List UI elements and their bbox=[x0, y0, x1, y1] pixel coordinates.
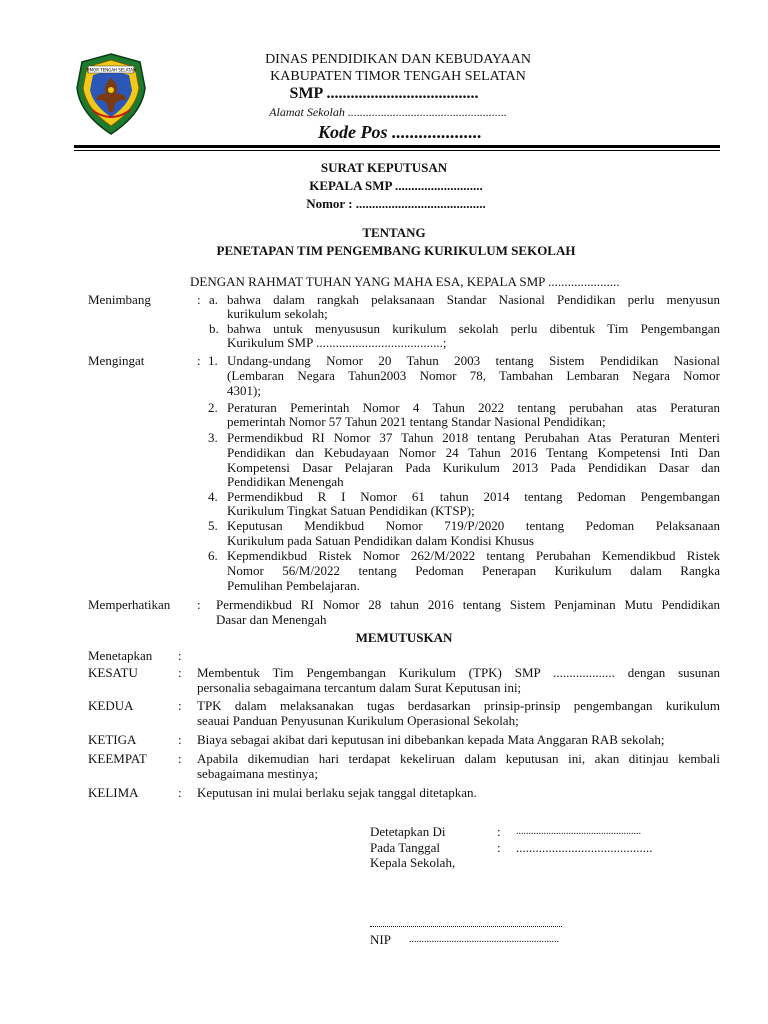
list-item-line: Kepmendikbud Ristek Nomor 262/M/2022 tentang Perubahan Kemendikbud Ristek bbox=[227, 548, 720, 563]
signing-date-label: Pada Tanggal bbox=[370, 840, 440, 855]
section-colon: : bbox=[197, 597, 201, 612]
list-marker: 4. bbox=[208, 489, 218, 504]
signature-name-line bbox=[370, 926, 562, 927]
list-marker: 2. bbox=[208, 400, 218, 415]
section-label-mengingat: Mengingat bbox=[88, 353, 145, 368]
decree-number: Nomor : ........................................ bbox=[306, 196, 486, 211]
article-line: Apabila dikemudian hari terdapat kekeliruan dalam keputusan ini, akan ditinjau kembali bbox=[197, 751, 720, 766]
article-label: KETIGA bbox=[88, 732, 137, 747]
list-item-line: Kompetensi Dasar Pelajaran Pada Kurikulum 2013 Pada Pendidikan Dasar dan bbox=[227, 460, 720, 475]
consideration-line: Dasar dan Menengah bbox=[216, 612, 327, 627]
list-item-line: (Lembaran Negara Tahun2003 Nomor 78, Tambahan Lembaran Negara Nomor bbox=[227, 368, 720, 383]
list-item-line: Peraturan Pemerintah Nomor 4 Tahun 2022 tentang perubahan atas Peraturan bbox=[227, 400, 720, 415]
section-colon: : bbox=[178, 648, 182, 663]
article-line: sebagaimana mestinya; bbox=[197, 766, 318, 781]
decision-heading: MEMUTUSKAN bbox=[355, 630, 453, 645]
about-heading: TENTANG bbox=[362, 225, 426, 240]
signing-place-label: Detetapkan Di bbox=[370, 824, 446, 839]
article-label: KESATU bbox=[88, 665, 138, 680]
decree-subject: PENETAPAN TIM PENGEMBANG KURIKULUM SEKOLAH bbox=[216, 243, 576, 258]
nip-value: ............................................................ bbox=[409, 934, 559, 945]
article-label: KELIMA bbox=[88, 785, 139, 800]
section-colon: : bbox=[178, 751, 182, 766]
decree-issuer: KEPALA SMP ........................... bbox=[309, 178, 483, 193]
section-colon: : bbox=[197, 353, 201, 368]
article-label: KEDUA bbox=[88, 698, 134, 713]
signing-place-value: .................................................. bbox=[516, 826, 641, 837]
list-item-line: Kurikulum SMP .......................................; bbox=[227, 335, 447, 350]
list-item-line: Pendidikan dan Kebudayaan Nomor 24 Tahun 2016 Tentang Kompetensi Inti Dan bbox=[227, 445, 720, 460]
article-line: Biaya sebagai akibat dari keputusan ini dibebankan kepada Mata Anggaran RAB sekolah; bbox=[197, 732, 665, 747]
list-item-line: bahwa untuk menyususun kurikulum sekolah perlu dibentuk Tim Pengembangan bbox=[227, 321, 720, 336]
section-colon: : bbox=[197, 292, 201, 307]
agency-name: DINAS PENDIDIKAN DAN KEBUDAYAAN bbox=[265, 52, 531, 67]
article-label: KEEMPAT bbox=[88, 751, 147, 766]
section-label-memperhatikan: Memperhatikan bbox=[88, 597, 171, 612]
list-item-line: Keputusan Mendikbud Nomor 719/P/2020 tentang Pedoman Pelaksanaan bbox=[227, 518, 720, 533]
section-colon: : bbox=[178, 732, 182, 747]
section-colon: : bbox=[178, 698, 182, 713]
list-item-line: pemerintah Nomor 57 Tahun 2021 tentang Standar Nasional Pendidikan; bbox=[227, 414, 606, 429]
section-label-menetapkan: Menetapkan bbox=[88, 648, 153, 663]
list-item-line: bahwa dalam rangkah pelaksanaan Standar Nasional Pendidikan perlu menyusun bbox=[227, 292, 720, 307]
signatory-position: Kepala Sekolah, bbox=[370, 855, 456, 870]
article-line: TPK dalam melaksanakan tugas berdasarkan prinsip-prinsip pengembangan kurikulum bbox=[197, 698, 720, 713]
article-line: Keputusan ini mulai berlaku sejak tanggal ditetapkan. bbox=[197, 785, 477, 800]
list-item-line: Pemulihan Pembelajaran. bbox=[227, 578, 360, 593]
signing-colon: : bbox=[497, 840, 501, 855]
preamble: DENGAN RAHMAT TUHAN YANG MAHA ESA, KEPALA SMP ...................... bbox=[190, 274, 620, 289]
list-marker: 5. bbox=[208, 518, 218, 533]
postal-code: Kode Pos .................... bbox=[318, 122, 482, 142]
list-item-line: Permendikbud RI Nomor 37 Tahun 2018 tentang Perubahan Atas Peraturan Menteri bbox=[227, 430, 720, 445]
nip-label: NIP bbox=[370, 932, 391, 947]
list-item-line: 4301); bbox=[227, 383, 261, 398]
list-item-line: Permendikbud R I Nomor 61 tahun 2014 tentang Pedoman Pengembangan bbox=[227, 489, 720, 504]
list-item-line: Undang-undang Nomor 20 Tahun 2003 tentang Sistem Pendidikan Nasional bbox=[227, 353, 720, 368]
section-colon: : bbox=[178, 665, 182, 680]
list-marker: 1. bbox=[208, 353, 218, 368]
regency-name: KABUPATEN TIMOR TENGAH SELATAN bbox=[270, 69, 526, 84]
list-item-line: Nomor 56/M/2022 tentang Pedoman Penerapan Kurikulum dalam Rangka bbox=[227, 563, 720, 578]
list-marker: 6. bbox=[208, 548, 218, 563]
consideration-line: Permendikbud RI Nomor 28 tahun 2016 tentang Sistem Penjaminan Mutu Pendidikan bbox=[216, 597, 720, 612]
letterhead-divider-thin bbox=[74, 150, 720, 151]
list-marker: b. bbox=[209, 321, 219, 336]
section-colon: : bbox=[178, 785, 182, 800]
signing-colon: : bbox=[497, 824, 501, 839]
list-marker: a. bbox=[209, 292, 219, 307]
list-item-line: Kurikulum Tingkat Satuan Pendidikan (KTSP); bbox=[227, 503, 475, 518]
list-item-line: Pendidikan Menengah bbox=[227, 474, 344, 489]
school-address: Alamat Sekolah ..................................................... bbox=[269, 105, 507, 119]
signing-date-value: .......................................... bbox=[516, 840, 653, 855]
school-name: SMP ...................................... bbox=[289, 85, 479, 102]
article-line: personalia sebagaimana tercantum dalam Surat Keputusan ini; bbox=[197, 680, 522, 695]
decree-title: SURAT KEPUTUSAN bbox=[320, 160, 448, 175]
list-marker: 3. bbox=[208, 430, 218, 445]
article-line: Membentuk Tim Pengembangan Kurikulum (TPK) SMP ................... dengan susunan bbox=[197, 665, 720, 680]
list-item-line: Kurikulum pada Satuan Pendidikan dalam Kondisi Khusus bbox=[227, 533, 534, 548]
list-item-line: kurikulum sekolah; bbox=[227, 306, 328, 321]
logo-banner-text: TIMOR TENGAH SELATAN bbox=[85, 67, 137, 73]
article-line: seauai Panduan Penyusunan Kurikulum Operasional Sekolah; bbox=[197, 713, 519, 728]
section-label-menimbang: Menimbang bbox=[88, 292, 151, 307]
letterhead-divider bbox=[74, 145, 720, 148]
